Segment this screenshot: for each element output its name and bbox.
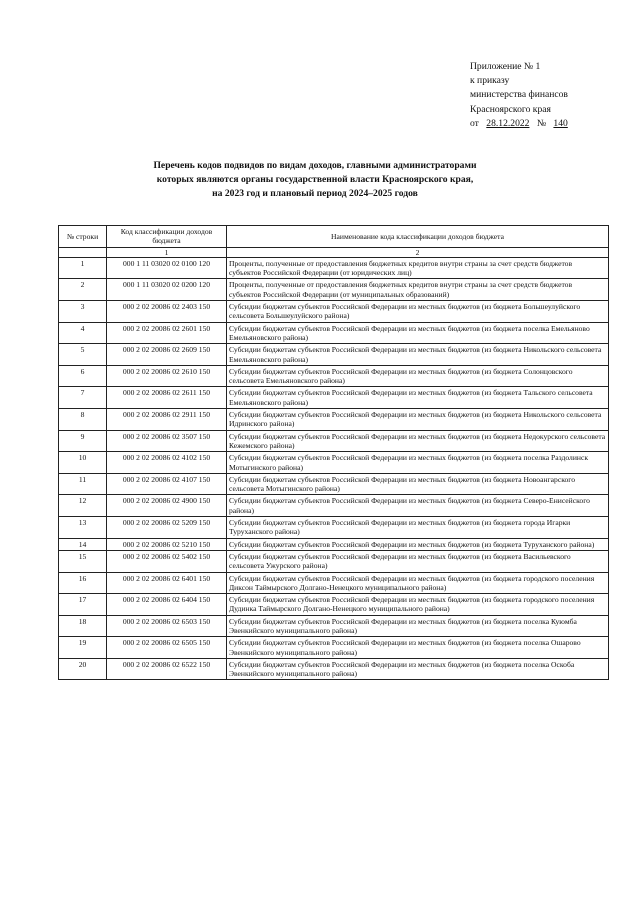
table-index-row [59, 247, 609, 257]
code-cell: 000 1 11 03020 02 0200 120 [107, 279, 227, 301]
code-cell: 000 2 02 20086 02 6522 150 [107, 658, 227, 680]
name-cell: Субсидии бюджетам субъектов Российской Федерации из местных бюджетов (из бюджета города Игарки Туруханского района) [227, 517, 609, 539]
name-cell: Субсидии бюджетам субъектов Российской Федерации из местных бюджетов (из бюджета Солонцовского сельсовета Емельяновского района) [227, 365, 609, 387]
table-row [59, 572, 609, 594]
row-number-cell: 4 [59, 322, 107, 344]
table-row [59, 495, 609, 517]
table-header-row [59, 226, 609, 248]
code-cell: 000 2 02 20086 02 3507 150 [107, 430, 227, 452]
table-row [59, 538, 609, 550]
name-cell: Субсидии бюджетам субъектов Российской Федерации из местных бюджетов (из бюджета поселка Раздолинск Мотыгинского района) [227, 452, 609, 474]
table-row [59, 658, 609, 680]
name-cell: Субсидии бюджетам субъектов Российской Федерации из местных бюджетов (из бюджета поселка Ошарово Эвенкийского муниципального района) [227, 637, 609, 659]
code-cell: 000 2 02 20086 02 5402 150 [107, 550, 227, 572]
table-row [59, 279, 609, 301]
number-prefix: № [536, 117, 547, 129]
code-cell: 000 2 02 20086 02 2403 150 [107, 301, 227, 323]
name-cell: Субсидии бюджетам субъектов Российской Федерации из местных бюджетов (из бюджета Северо-Енисейского района) [227, 495, 609, 517]
name-cell: Проценты, полученные от предоставления бюджетных кредитов внутри страны за счет средств бюджетов субъектов Российской Федерации (от юридических лиц) [227, 257, 609, 279]
row-number-cell: 8 [59, 409, 107, 431]
code-cell: 000 2 02 20086 02 6404 150 [107, 594, 227, 616]
title-line: на 2023 год и плановый период 2024–2025 годов [212, 188, 418, 200]
row-number-cell: 14 [59, 538, 107, 550]
row-number-cell: 18 [59, 615, 107, 637]
code-cell: 000 2 02 20086 02 2601 150 [107, 322, 227, 344]
code-cell: 000 2 02 20086 02 4107 150 [107, 473, 227, 495]
header-code: Код классификации доходов бюджета [107, 226, 227, 248]
table-row [59, 452, 609, 474]
name-cell: Проценты, полученные от предоставления бюджетных кредитов внутри страны за счет средств бюджетов субъектов Российской Федерации (от муниципальных образований) [227, 279, 609, 301]
row-number-cell: 1 [59, 257, 107, 279]
name-cell: Субсидии бюджетам субъектов Российской Федерации из местных бюджетов (из бюджета поселка Емельяново Емельяновского района) [227, 322, 609, 344]
code-cell: 000 2 02 20086 02 6503 150 [107, 615, 227, 637]
order-date: 28.12.2022 [486, 117, 530, 129]
code-cell: 000 2 02 20086 02 6505 150 [107, 637, 227, 659]
name-cell: Субсидии бюджетам субъектов Российской Федерации из местных бюджетов (из бюджета городского поселения Диксон Таймырского Долгано-Ненецкого муниципального района) [227, 572, 609, 594]
code-cell: 000 2 02 20086 02 4102 150 [107, 452, 227, 474]
document-title [60, 159, 570, 202]
code-cell: 000 2 02 20086 02 2611 150 [107, 387, 227, 409]
appendix-line: Приложение № 1 [470, 61, 541, 72]
row-number-cell: 12 [59, 495, 107, 517]
code-cell: 000 2 02 20086 02 5209 150 [107, 517, 227, 539]
name-cell: Субсидии бюджетам субъектов Российской Федерации из местных бюджетов (из бюджета городского поселения Дудинка Таймырского Долгано-Ненецкого муниципального района) [227, 594, 609, 616]
index-cell [59, 247, 107, 257]
table-row [59, 409, 609, 431]
row-number-cell: 15 [59, 550, 107, 572]
name-cell: Субсидии бюджетам субъектов Российской Федерации из местных бюджетов (из бюджета Васильевского сельсовета Ужурского района) [227, 550, 609, 572]
header-name: Наименование кода классификации доходов бюджета [227, 226, 609, 248]
row-number-cell: 11 [59, 473, 107, 495]
name-cell: Субсидии бюджетам субъектов Российской Федерации из местных бюджетов (из бюджета Туруханского района) [227, 538, 609, 550]
row-number-cell: 2 [59, 279, 107, 301]
code-cell: 000 1 11 03020 02 0100 120 [107, 257, 227, 279]
code-cell: 000 2 02 20086 02 2911 150 [107, 409, 227, 431]
table-row [59, 637, 609, 659]
row-number-cell: 10 [59, 452, 107, 474]
name-cell: Субсидии бюджетам субъектов Российской Федерации из местных бюджетов (из бюджета Никольского сельсовета Емельяновского района) [227, 344, 609, 366]
codes-table [58, 225, 609, 680]
row-number-cell: 7 [59, 387, 107, 409]
code-cell: 000 2 02 20086 02 5210 150 [107, 538, 227, 550]
code-cell: 000 2 02 20086 02 2610 150 [107, 365, 227, 387]
table-row [59, 257, 609, 279]
header-row-number: № строки [59, 226, 107, 248]
row-number-cell: 20 [59, 658, 107, 680]
table-row [59, 322, 609, 344]
row-number-cell: 17 [59, 594, 107, 616]
row-number-cell: 9 [59, 430, 107, 452]
row-number-cell: 3 [59, 301, 107, 323]
row-number-cell: 19 [59, 637, 107, 659]
index-cell: 1 [107, 247, 227, 257]
name-cell: Субсидии бюджетам субъектов Российской Федерации из местных бюджетов (из бюджета поселка Куюмба Эвенкийского муниципального района) [227, 615, 609, 637]
table-row [59, 473, 609, 495]
table-row [59, 301, 609, 323]
name-cell: Субсидии бюджетам субъектов Российской Федерации из местных бюджетов (из бюджета Тальского сельсовета Емельяновского района) [227, 387, 609, 409]
order-date-line [470, 117, 630, 131]
title-line: которых являются органы государственной власти Красноярского края, [156, 174, 474, 186]
row-number-cell: 13 [59, 517, 107, 539]
appendix-line: министерства финансов [470, 89, 568, 101]
table-row [59, 550, 609, 572]
name-cell: Субсидии бюджетам субъектов Российской Федерации из местных бюджетов (из бюджета поселка Оскоба Эвенкийского муниципального района) [227, 658, 609, 680]
name-cell: Субсидии бюджетам субъектов Российской Федерации из местных бюджетов (из бюджета Недокурского сельсовета Кежемского района) [227, 430, 609, 452]
name-cell: Субсидии бюджетам субъектов Российской Федерации из местных бюджетов (из бюджета Никольского сельсовета Идринского района) [227, 409, 609, 431]
order-number: 140 [553, 117, 568, 129]
table-row [59, 365, 609, 387]
index-cell: 2 [227, 247, 609, 257]
appendix-line: к приказу [470, 75, 510, 87]
table-row [59, 517, 609, 539]
title-line: Перечень кодов подвидов по видам доходов, главными администраторами [153, 160, 477, 171]
code-cell: 000 2 02 20086 02 4900 150 [107, 495, 227, 517]
table-row [59, 594, 609, 616]
row-number-cell: 5 [59, 344, 107, 366]
table-row [59, 430, 609, 452]
table-row [59, 387, 609, 409]
date-prefix: от [470, 117, 479, 129]
code-cell: 000 2 02 20086 02 6401 150 [107, 572, 227, 594]
name-cell: Субсидии бюджетам субъектов Российской Федерации из местных бюджетов (из бюджета Большеулуйского сельсовета Большеулуйского района) [227, 301, 609, 323]
row-number-cell: 6 [59, 365, 107, 387]
table-row [59, 344, 609, 366]
appendix-line: Красноярского края [470, 103, 551, 115]
code-cell: 000 2 02 20086 02 2609 150 [107, 344, 227, 366]
appendix-block [470, 60, 630, 131]
table-row [59, 615, 609, 637]
name-cell: Субсидии бюджетам субъектов Российской Федерации из местных бюджетов (из бюджета Новоангарского сельсовета Мотыгинского района) [227, 473, 609, 495]
row-number-cell: 16 [59, 572, 107, 594]
